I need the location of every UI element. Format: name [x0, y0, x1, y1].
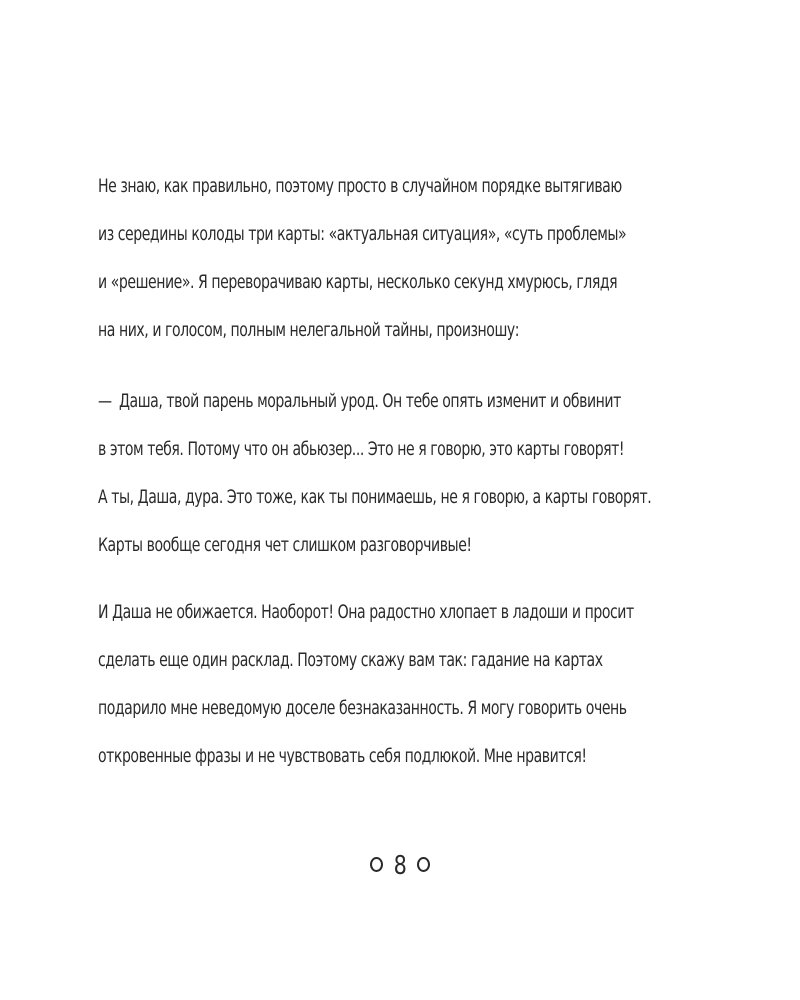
text-line: на них, и голосом, полным нелегальной тайны, произношу: [98, 319, 520, 341]
page-number [0, 848, 800, 884]
text-line [98, 377, 621, 425]
text-line: подарило мне неведомую доселе безнаказанность. Я могу говорить очень [98, 697, 627, 719]
text-line: откровенные фразы и не чувствовать себя подлюкой. Мне нравится! [98, 745, 587, 767]
text-line: И Даша не обижается. Наоборот! Она радостно хлопает в ладоши и просит [98, 601, 634, 623]
text-line: из середины колоды три карты: «актуальная ситуация», «суть проблемы» [98, 223, 627, 245]
dialogue-text: Даша, твой парень моральный урод. Он тебе опять изменит и обвинит [119, 390, 621, 412]
paragraph-3 [98, 588, 738, 780]
text-line: в этом тебя. Потому что он абьюзер... Это не я говорю, это карты говорят! [98, 438, 625, 460]
text-line: сделать еще один расклад. Поэтому скажу вам так: гадание на картах [98, 649, 603, 671]
dialogue-dash: — [98, 390, 112, 412]
circle-ornament-icon [417, 857, 430, 872]
text-line: Карты вообще сегодня чет слишком разговорчивые! [98, 534, 472, 556]
page-number-value: 8 [393, 851, 407, 881]
text-line: А ты, Даша, дура. Это тоже, как ты понимаешь, не я говорю, а карты говорят. [98, 486, 652, 508]
circle-ornament-icon [370, 857, 383, 872]
paragraph-1 [98, 162, 738, 354]
paragraph-2-dialogue [98, 377, 738, 569]
text-line: Не знаю, как правильно, поэтому просто в случайном порядке вытягиваю [98, 175, 622, 197]
text-line: и «решение». Я переворачиваю карты, несколько секунд хмурюсь, глядя [98, 271, 618, 293]
